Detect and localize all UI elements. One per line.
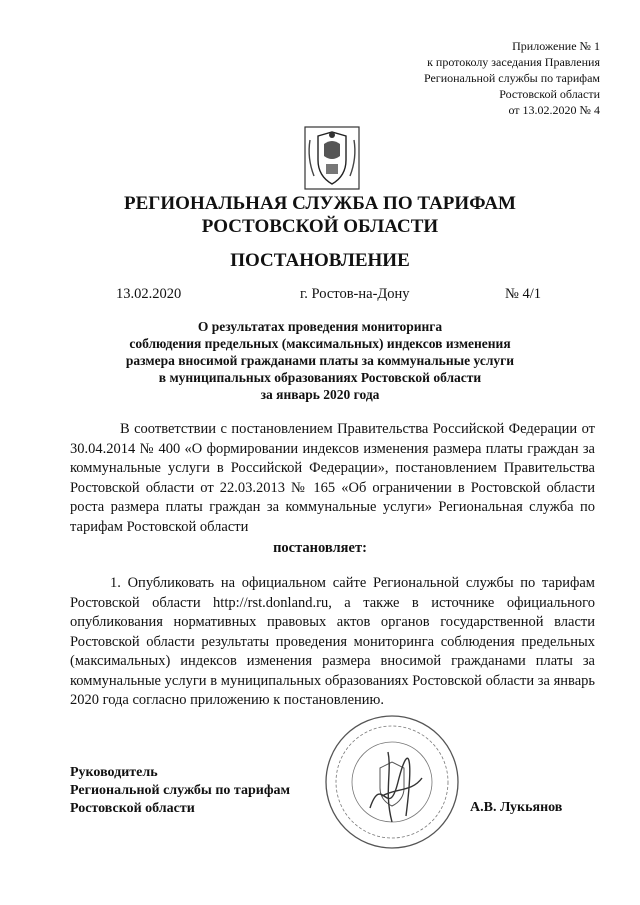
document-number: № 4/1 — [505, 286, 541, 302]
signatory-name: А.В. Лукьянов — [470, 800, 563, 815]
document-subject — [0, 318, 640, 403]
preamble-paragraph: В соответствии с постановлением Правительства Российской Федерации от 30.04.2014 № 400 «О формировании индексов изменения размера платы граждан за коммунальные услуги в Российской Федерации», постановлением Правительства Ростовской области от 22.03.2013 № 165 «Об ограничении в Ростовской области роста размера платы граждан за коммунальные услуги» Региональная служба по тарифам Ростовской области — [70, 421, 595, 535]
annex-line: Приложение № 1 — [512, 39, 600, 53]
annex-block — [424, 38, 600, 118]
organization-title — [0, 192, 640, 238]
coat-of-arms-icon — [304, 126, 360, 190]
annex-line: Региональной службы по тарифам — [423, 71, 600, 85]
organization-line: РОСТОВСКОЙ ОБЛАСТИ — [201, 216, 439, 237]
document-date: 13.02.2020 — [116, 286, 182, 302]
annex-line: Ростовской области — [499, 87, 600, 101]
subject-line: в муниципальных образованиях Ростовской области — [158, 370, 482, 385]
signatory-title — [70, 764, 290, 818]
signatory-title-line: Руководитель — [70, 765, 158, 780]
signatory-title-line: Ростовской области — [70, 801, 195, 816]
annex-line: от 13.02.2020 № 4 — [508, 103, 600, 117]
decree-word: постановляет: — [273, 540, 367, 556]
official-seal-icon — [322, 712, 462, 852]
document-type: ПОСТАНОВЛЕНИЕ — [230, 250, 410, 271]
organization-line: РЕГИОНАЛЬНАЯ СЛУЖБА ПО ТАРИФАМ — [124, 193, 516, 214]
signatory-title-line: Региональной службы по тарифам — [70, 783, 291, 798]
document-place: г. Ростов-на-Дону — [300, 286, 410, 302]
subject-line: за январь 2020 года — [260, 387, 380, 402]
subject-line: О результатах проведения мониторинга — [197, 319, 443, 334]
subject-line: размера вносимой гражданами платы за коммунальные услуги — [125, 353, 515, 368]
subject-line: соблюдения предельных (максимальных) индексов изменения — [129, 336, 511, 351]
annex-line: к протоколу заседания Правления — [427, 55, 600, 69]
decree-item-1: 1. Опубликовать на официальном сайте Региональной службы по тарифам Ростовской области http://rst.donland.ru, а также в источнике официального опубликования нормативных правовых актов органов государственной власти Ростовской области результаты проведения мониторинга соблюдения предельных (максимальных) индексов изменения размера вносимой гражданами платы за коммунальные услуги в муниципальных образованиях Ростовской области за январь 2020 года согласно приложению к постановлению. — [70, 575, 595, 708]
